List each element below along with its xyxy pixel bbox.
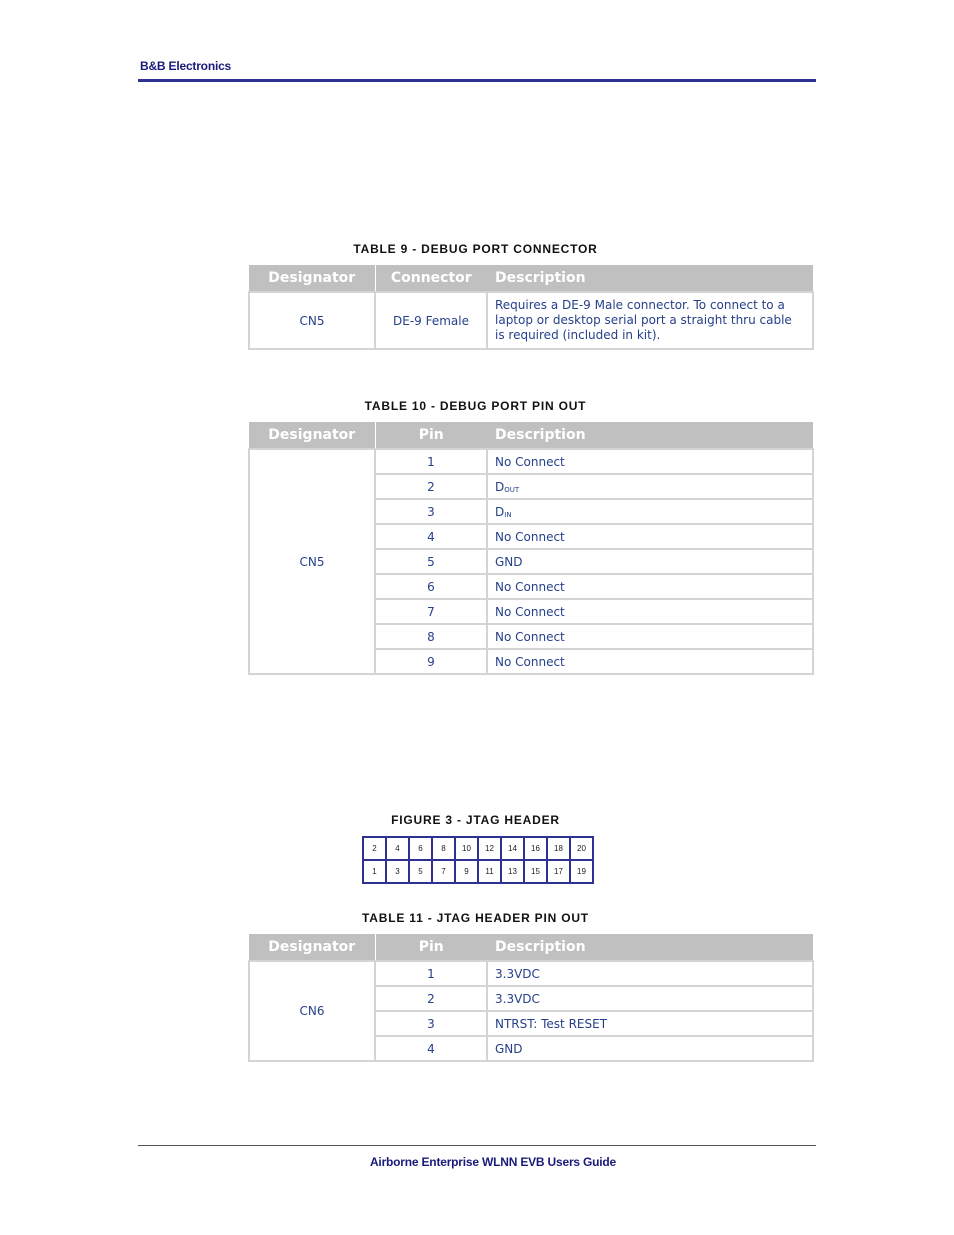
jtag-pin: 2: [363, 837, 386, 860]
jtag-pin: 18: [547, 837, 570, 860]
jtag-pin: 11: [478, 860, 501, 883]
jtag-pin: 3: [386, 860, 409, 883]
jtag-pin: 10: [455, 837, 478, 860]
description-cell: No Connect: [487, 649, 813, 674]
table11-caption: TABLE 11 - JTAG HEADER PIN OUT: [362, 911, 589, 925]
jtag-pin: 19: [570, 860, 593, 883]
jtag-pin: 14: [501, 837, 524, 860]
jtag-pin: 12: [478, 837, 501, 860]
table-header-row: [249, 934, 813, 961]
jtag-even-pin-row: [363, 837, 593, 860]
jtag-pin: 7: [432, 860, 455, 883]
signal-name: D: [495, 479, 505, 494]
column-header: Designator: [249, 934, 375, 961]
jtag-pin: 1: [363, 860, 386, 883]
description-cell: No Connect: [487, 599, 813, 624]
column-header: Description: [487, 265, 813, 292]
column-header: Description: [487, 422, 813, 449]
jtag-pin: 20: [570, 837, 593, 860]
pin-cell: 7: [375, 599, 487, 624]
signal-subscript: IN: [504, 510, 512, 519]
column-header: Connector: [375, 265, 487, 292]
column-header: Designator: [249, 422, 375, 449]
jtag-pin: 15: [524, 860, 547, 883]
jtag-pin: 17: [547, 860, 570, 883]
footer-rule: [138, 1145, 816, 1146]
connector-cell: DE-9 Female: [375, 292, 487, 349]
jtag-pin: 4: [386, 837, 409, 860]
pin-cell: 3: [375, 499, 487, 524]
table-header-row: [249, 265, 813, 292]
jtag-pin: 8: [432, 837, 455, 860]
description-cell: Requires a DE-9 Male connector. To connect to a laptop or desktop serial port a straight thru cable is required (included in kit).: [487, 292, 813, 349]
description-cell: [487, 499, 813, 524]
designator-cell: CN5: [249, 292, 375, 349]
table9-caption: TABLE 9 - DEBUG PORT CONNECTOR: [353, 242, 598, 256]
header-company-name: B&B Electronics: [140, 59, 232, 73]
figure3-caption: FIGURE 3 - JTAG HEADER: [391, 813, 560, 827]
table-row: [249, 961, 813, 986]
description-cell: [487, 474, 813, 499]
description-cell: NTRST: Test RESET: [487, 1011, 813, 1036]
pin-cell: 5: [375, 549, 487, 574]
table11-jtag-header-pin-out: [248, 934, 814, 1062]
footer-document-title: Airborne Enterprise WLNN EVB Users Guide: [369, 1155, 617, 1169]
column-header: Pin: [375, 934, 487, 961]
table-row: [249, 449, 813, 474]
description-cell: No Connect: [487, 574, 813, 599]
header-rule: [138, 79, 816, 82]
description-cell: 3.3VDC: [487, 986, 813, 1011]
jtag-header-diagram: [362, 836, 594, 884]
jtag-pin: 16: [524, 837, 547, 860]
column-header: Description: [487, 934, 813, 961]
table-row: [249, 292, 813, 349]
pin-cell: 8: [375, 624, 487, 649]
signal-name: D: [495, 504, 505, 519]
jtag-pin: 5: [409, 860, 432, 883]
column-header: Designator: [249, 265, 375, 292]
pin-cell: 3: [375, 1011, 487, 1036]
description-cell: No Connect: [487, 624, 813, 649]
pin-cell: 2: [375, 986, 487, 1011]
description-cell: GND: [487, 549, 813, 574]
designator-cell: CN5: [249, 449, 375, 674]
column-header: Pin: [375, 422, 487, 449]
designator-cell: CN6: [249, 961, 375, 1061]
pin-cell: 1: [375, 449, 487, 474]
description-cell: 3.3VDC: [487, 961, 813, 986]
pin-cell: 4: [375, 524, 487, 549]
table-header-row: [249, 422, 813, 449]
pin-cell: 2: [375, 474, 487, 499]
description-cell: No Connect: [487, 524, 813, 549]
jtag-pin: 13: [501, 860, 524, 883]
table9-debug-port-connector: [248, 265, 814, 350]
description-cell: No Connect: [487, 449, 813, 474]
jtag-pin: 6: [409, 837, 432, 860]
table10-caption: TABLE 10 - DEBUG PORT PIN OUT: [364, 399, 587, 413]
pin-cell: 1: [375, 961, 487, 986]
pin-cell: 4: [375, 1036, 487, 1061]
pin-cell: 9: [375, 649, 487, 674]
pin-cell: 6: [375, 574, 487, 599]
jtag-pin: 9: [455, 860, 478, 883]
table10-debug-port-pin-out: [248, 422, 814, 675]
signal-subscript: OUT: [504, 485, 520, 494]
jtag-odd-pin-row: [363, 860, 593, 883]
description-cell: GND: [487, 1036, 813, 1061]
